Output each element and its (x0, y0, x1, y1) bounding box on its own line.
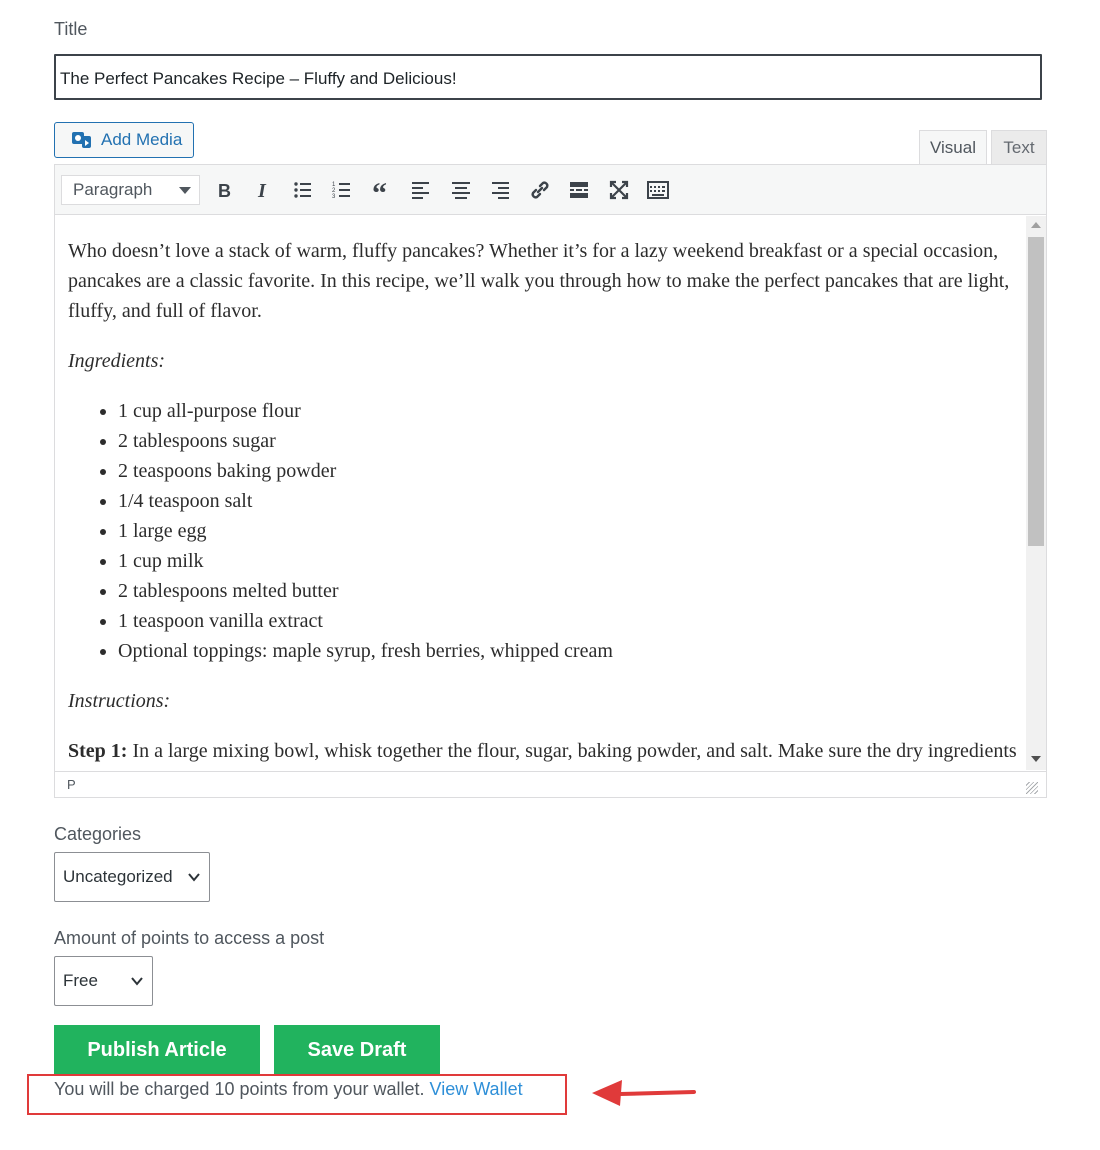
ingredients-list (68, 396, 1018, 666)
points-label: Amount of points to access a post (54, 928, 325, 948)
svg-text:I: I (258, 180, 266, 201)
points-select[interactable] (54, 956, 153, 1006)
list-item: • 1 teaspoon vanilla extract (118, 606, 1018, 636)
categories-label: Categories (54, 824, 142, 844)
arrow-left-icon (590, 1074, 700, 1110)
svg-text:3: 3 (332, 194, 336, 200)
highlight-box (27, 1074, 567, 1115)
caret-down-icon (179, 187, 191, 194)
chevron-down-icon (187, 870, 201, 884)
toolbar-toggle-icon[interactable] (642, 175, 674, 205)
step-paragraph (68, 736, 1018, 770)
bold-icon[interactable] (208, 175, 240, 205)
view-wallet-link[interactable]: View Wallet (429, 1079, 523, 1099)
scroll-up-icon[interactable] (1031, 222, 1041, 228)
svg-text:“: “ (372, 179, 387, 201)
media-icon (71, 130, 93, 150)
read-more-icon[interactable] (563, 175, 595, 205)
scroll-down-icon[interactable] (1031, 756, 1041, 762)
list-item: • 2 teaspoons baking powder (118, 456, 1018, 486)
list-item: • 1/4 teaspoon salt (118, 486, 1018, 516)
svg-text:B: B (218, 181, 231, 201)
align-right-icon[interactable] (484, 175, 516, 205)
editor-statusbar (55, 771, 1046, 797)
scrollbar-thumb[interactable] (1028, 237, 1044, 546)
title-input[interactable]: The Perfect Pancakes Recipe – Fluffy and Delicious! (54, 54, 1042, 100)
list-item: • Optional toppings: maple syrup, fresh berries, whipped cream (118, 636, 1018, 666)
list-item: • 1 large egg (118, 516, 1018, 546)
svg-text:2: 2 (332, 188, 336, 194)
intro-paragraph: Who doesn’t love a stack of warm, fluffy pancakes? Whether it’s for a lazy weekend breakfast or a special occasion, pancakes are a classic favorite. In this recipe, we’ll walk you through how to make the perfect pancakes that are light, fluffy, and full of flavor. (68, 240, 1010, 322)
category-select[interactable] (54, 852, 210, 902)
format-select-value: Paragraph (73, 180, 153, 199)
svg-text:1: 1 (332, 182, 336, 188)
save-draft-button[interactable]: Save Draft (274, 1025, 440, 1075)
points-select-value: Free (63, 971, 98, 990)
format-select[interactable] (61, 175, 200, 205)
step-label: Step 1: (68, 740, 128, 762)
align-center-icon[interactable] (445, 175, 477, 205)
element-path[interactable]: P (67, 777, 76, 792)
title-label: Title (54, 19, 88, 39)
italic-icon[interactable] (247, 175, 279, 205)
wallet-notice-text: You will be charged 10 points from your wallet. (54, 1079, 430, 1099)
list-item: • 2 tablespoons sugar (118, 426, 1018, 456)
link-icon[interactable] (524, 175, 556, 205)
editor-content[interactable] (55, 216, 1025, 770)
instructions-heading: Instructions: (68, 690, 171, 712)
chevron-down-icon (130, 974, 144, 988)
tab-text[interactable]: Text (991, 130, 1047, 165)
list-item: • 1 cup milk (118, 546, 1018, 576)
align-left-icon[interactable] (405, 175, 437, 205)
category-select-value: Uncategorized (63, 867, 173, 886)
publish-article-button[interactable]: Publish Article (54, 1025, 260, 1075)
bulleted-list-icon[interactable] (287, 175, 319, 205)
add-media-button[interactable] (54, 122, 194, 158)
resize-handle-icon[interactable] (1026, 782, 1038, 794)
step-text: In a large mixing bowl, whisk together the flour, sugar, baking powder, and salt. Make sure the dry ingredients (132, 740, 1017, 762)
numbered-list-icon[interactable] (326, 175, 358, 205)
fullscreen-icon[interactable] (603, 175, 635, 205)
list-item: • 1 cup all-purpose flour (118, 396, 1018, 426)
blockquote-icon[interactable] (366, 175, 398, 205)
add-media-label: Add Media (101, 130, 183, 149)
ingredients-heading: Ingredients: (68, 350, 166, 372)
tab-visual[interactable]: Visual (919, 130, 987, 165)
list-item: • 2 tablespoons melted butter (118, 576, 1018, 606)
